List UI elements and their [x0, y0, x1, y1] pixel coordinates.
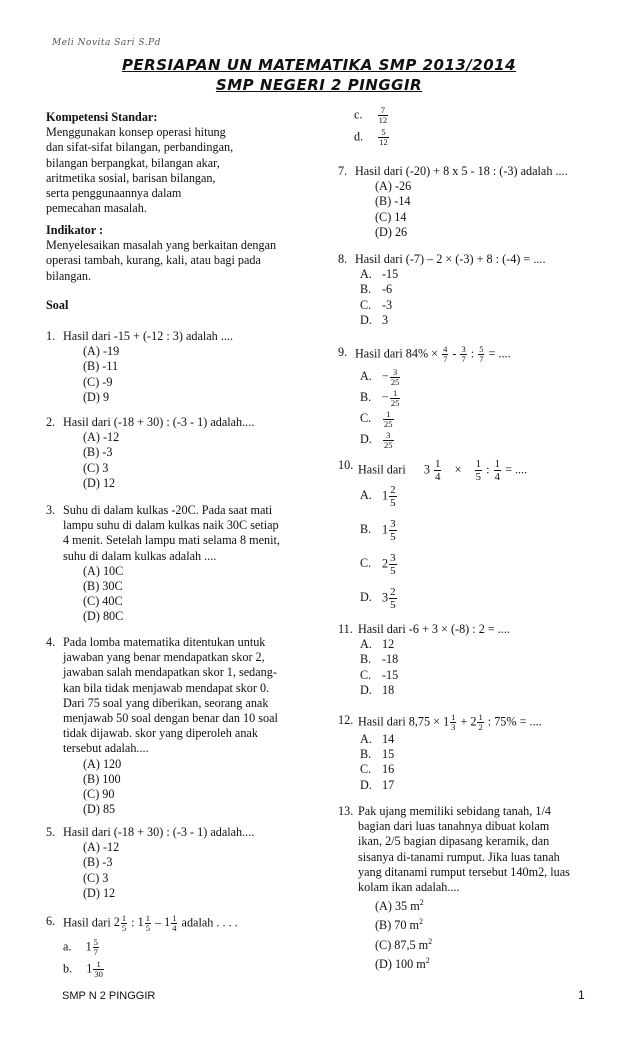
option-d: d. $\frac{5}{12}$	[354, 127, 388, 147]
option: (C) 87,5 $m^2$	[375, 936, 433, 952]
question-12-options	[360, 732, 394, 793]
option: D. 17	[360, 777, 395, 792]
question-line: kan bila tidak menjawab mendapat skor 0.	[63, 680, 270, 695]
question-9-options	[360, 366, 401, 450]
question-1	[46, 329, 316, 405]
question-line: yang ditanami rumput tersebut 140m2, luas	[358, 864, 570, 879]
option: (A) -19	[83, 344, 120, 359]
question-13	[338, 804, 613, 972]
question-text: Hasil dari (-18 + 30) : (-3 - 1) adalah....	[63, 415, 255, 429]
option: C. -15	[360, 667, 399, 682]
option: (D) 12	[83, 885, 116, 900]
option: (C) 14	[375, 209, 407, 224]
option: (D) 26	[375, 224, 408, 239]
author-signature: Meli Novita Sari S.Pd	[52, 38, 161, 48]
question-line: Suhu di dalam kulkas -20C. Pada saat mati	[63, 503, 273, 517]
operator: –	[155, 915, 162, 930]
option: D. 18	[360, 682, 395, 697]
question-line: Dari 75 soal yang diberikan, seorang anak	[63, 695, 269, 710]
option: (A) -12	[83, 430, 120, 445]
option-c: c. $\frac{7}{12}$	[354, 105, 388, 125]
option: D. 3	[360, 312, 389, 327]
option: (B) -3	[83, 445, 113, 460]
question-line: tidak dijawab. skor yang diperoleh anak	[63, 726, 258, 741]
option: B. − $\frac{1}{25}$	[360, 387, 400, 408]
option: (A) -12	[83, 840, 120, 855]
question-3	[46, 503, 316, 625]
question-number: 11.	[338, 622, 353, 636]
question-line: Pak ujang memiliki sebidang tanah, 1/4	[358, 804, 551, 818]
option: C. 16	[360, 762, 395, 777]
option: B. -6	[360, 282, 393, 297]
option: (A) 10C	[83, 563, 124, 578]
question-text: Hasil dari (-18 + 30) : (-3 - 1) adalah....	[63, 825, 255, 839]
kompetensi-line: bilangan berpangkat, bilangan akar,	[46, 155, 220, 170]
question-line: 4 menit. Setelah lampu mati selama 8 menit,	[63, 533, 280, 548]
question-2	[46, 415, 316, 491]
option: A. − $\frac{3}{25}$	[360, 366, 400, 387]
option: (A) 120	[83, 756, 122, 771]
option: (B) 30C	[83, 579, 123, 594]
question-line: suhu di dalam kulkas adalah ....	[63, 548, 217, 563]
question-text: Hasil dari	[63, 915, 111, 930]
option: B. 1 $\frac{3}{5}$	[360, 518, 396, 543]
option: (A) -26	[375, 179, 412, 194]
kompetensi-line: serta penggunaannya dalam	[46, 186, 182, 201]
indikator-title: Indikator :	[46, 223, 104, 237]
question-text: Hasil dari 84% ×	[355, 346, 439, 361]
question-number: 12.	[338, 713, 354, 727]
question-10: 10. Hasil dari 3 $\frac{1}{4}$ × $\frac{1}{5}$ : $\frac{1}{4}$ = ....	[338, 458, 528, 483]
indikator-section	[46, 223, 316, 284]
question-text: Hasil dari -15 + (-12 : 3) adalah ....	[63, 329, 234, 343]
option: (C) 3	[83, 870, 109, 885]
question-line: tersebut adalah....	[63, 741, 149, 756]
indikator-line: Menyelesaikan masalah yang berkaitan dengan	[46, 238, 277, 253]
question-9: 9. Hasil dari 84% × $\frac{4}{7}$ - $\frac{3}{7}$ : $\frac{5}{7}$ = ....	[338, 344, 511, 364]
page-subtitle: SMP NEGERI 2 PINGGIR	[215, 76, 423, 94]
question-number: 6.	[46, 914, 56, 928]
question-text: Hasil dari -6 + 3 × (-8) : 2 = ....	[358, 622, 510, 636]
question-text: Hasil dari 8,75 ×	[358, 714, 441, 729]
question-line: sisanya di-tanami rumput. Jika luas tanah	[358, 849, 560, 864]
option: C. 2 $\frac{3}{5}$	[360, 552, 396, 577]
option: (C) 3	[83, 460, 109, 475]
question-number: 3.	[46, 503, 56, 517]
question-10-options	[360, 484, 398, 620]
option: A. 1 $\frac{2}{5}$	[360, 484, 396, 509]
option: (C) 40C	[83, 594, 123, 609]
question-11	[338, 622, 608, 698]
question-number: 8.	[338, 252, 348, 266]
option: (B) 100	[83, 771, 121, 786]
question-line: jawaban yang benar mendapatkan skor 2,	[63, 650, 265, 665]
question-number: 5.	[46, 825, 56, 839]
question-number: 4.	[46, 635, 56, 649]
footer-school: SMP N 2 PINGGIR	[62, 990, 156, 1002]
option-b: b. 1 $\frac{1}{30}$	[63, 959, 103, 979]
question-12: 12. Hasil dari 8,75 × 1 $\frac{1}{3}$ + 2 $\frac{1}{2}$ : 75% = ....	[338, 712, 542, 732]
option: (B) 70 $m^2$	[375, 917, 424, 933]
question-line: Pada lomba matematika ditentukan untuk	[63, 635, 266, 649]
question-7	[338, 164, 608, 240]
question-6	[46, 913, 316, 933]
question-line: jawaban salah mendapatkan skor 1, sedang-	[63, 665, 277, 680]
option: (D) 80C	[83, 609, 124, 624]
option: (C) -9	[83, 374, 113, 389]
mixed-number: 1 $\frac{1}{5}$	[137, 913, 150, 933]
option: D. $\frac{3}{25}$	[360, 429, 393, 450]
question-line: ikan, 2/5 bagian dipasang keramik, dan	[358, 834, 550, 849]
page-number: 1	[578, 988, 585, 1002]
question-line: kolam ikan adalah....	[358, 880, 460, 895]
option: A. 14	[360, 732, 395, 746]
option: B. 15	[360, 747, 395, 762]
question-line: menjawab 50 soal dengan benar dan 10 soal	[63, 711, 278, 726]
option: (A) 35 $m^2$	[375, 898, 424, 914]
left-column	[46, 110, 316, 216]
indikator-line: operasi tambah, kurang, kali, atau bagi pada	[46, 253, 261, 268]
question-number: 13.	[338, 804, 354, 818]
indikator-line: bilangan.	[46, 268, 92, 283]
option: (D) 100 $m^2$	[375, 956, 430, 972]
question-text-suffix: adalah . . . .	[181, 915, 238, 930]
kompetensi-title: Kompetensi Standar:	[46, 110, 158, 124]
kompetensi-line: dan sifat-sifat bilangan, perbandingan,	[46, 140, 234, 155]
question-number: 2.	[46, 415, 56, 429]
option: A. 12	[360, 637, 395, 652]
option: (D) 12	[83, 475, 116, 490]
option: (D) 9	[83, 389, 110, 404]
mixed-number: 1 $\frac{1}{4}$	[164, 913, 177, 933]
option: (D) 85	[83, 802, 116, 817]
option-a: a. 1 $\frac{5}{7}$	[63, 937, 98, 957]
question-line: lampu suhu di dalam kulkas naik 30C setiap	[63, 518, 279, 533]
page-title: PERSIAPAN UN MATEMATIKA SMP 2013/2014	[121, 56, 517, 74]
option: (C) 90	[83, 787, 115, 802]
option: (B) -14	[375, 194, 411, 209]
option: C. -3	[360, 297, 393, 312]
mixed-number: 2 $\frac{1}{5}$	[113, 913, 127, 933]
option: B. -18	[360, 652, 399, 667]
option: C. $\frac{1}{25}$	[360, 408, 393, 429]
operator: :	[131, 915, 135, 930]
question-number: 10.	[338, 458, 354, 472]
question-text: Hasil dari	[358, 462, 406, 477]
question-text: Hasil dari (-20) + 8 x 5 - 18 : (-3) adalah ....	[355, 164, 568, 178]
question-number: 7.	[338, 164, 348, 178]
option: D. 3 $\frac{2}{5}$	[360, 586, 396, 611]
question-line: bagian dari luas tanahnya dibuat kolam	[358, 819, 550, 834]
question-number: 9.	[338, 345, 348, 359]
kompetensi-line: pemecahan masalah.	[46, 201, 147, 216]
option: A. -15	[360, 267, 399, 282]
question-8	[338, 252, 608, 328]
question-number: 1.	[46, 329, 56, 343]
kompetensi-line: aritmetika sosial, barisan bilangan,	[46, 170, 216, 185]
question-5	[46, 825, 316, 901]
soal-title: Soal	[46, 298, 69, 312]
question-text: Hasil dari (-7) – 2 × (-3) + 8 : (-4) = ....	[355, 252, 546, 266]
question-4	[46, 635, 316, 817]
option: (B) -3	[83, 855, 113, 870]
kompetensi-line: Menggunakan konsep operasi hitung	[46, 125, 226, 140]
option: (B) -11	[83, 359, 119, 374]
